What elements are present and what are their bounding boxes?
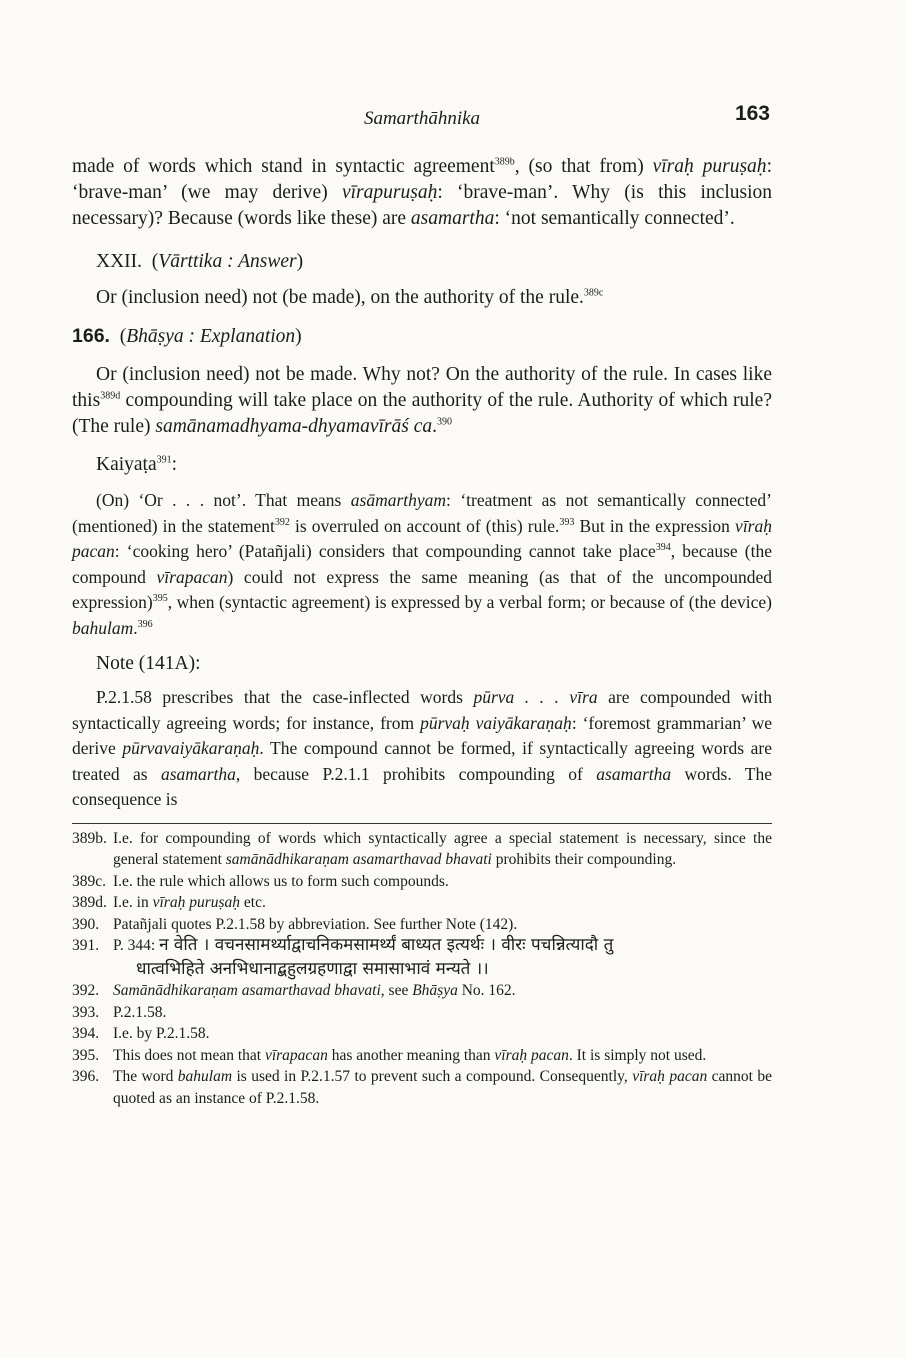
paragraph-2: Or (inclusion need) not be made. Why not? On the authority of the rule. In cases like this$^{389d}$ compounding will take place on the authority of the rule. Authority of which rule? (The rule) samānamadhyama-dhyamavīrāś ca.$^{390}$ [72,364,772,437]
footnote-389c: 389c. I.e. the rule which allows us to form such compounds. [72,872,449,890]
kaiyata-heading: Kaiyaṭa$^{391}$: [96,454,178,475]
footnote-392: 392. Samānādhikaraṇam asamarthavad bhavati, see Bhāṣya No. 162. [72,982,516,999]
running-title: Samarthāhnika [363,108,481,129]
paragraph-1: made of words which stand in syntactic agreement$^{389b}$, (so that from) vīraḥ puruṣaḥ: ‘brave-man’ (we may derive) vīrapuruṣaḥ: ‘brave-man’. Why (is this inclusion necessary)? Because (words like these) are asamartha: ‘not semantically connected’. [72,156,773,229]
page [72,100,772,1109]
devanagari-quote-continued: धात्वभिहिते अनभिधानाद्बहुलग्रहणाद्वा समासाभावं मन्यते ।। [136,958,489,979]
bhasya-heading: 166. (Bhāṣya : Explanation) [72,325,302,347]
vartika-heading: XXII. (Vārttika : Answer) [96,251,304,272]
footnote-394: 394. I.e. by P.2.1.58. [72,1025,210,1042]
footnote-389d: 389d. I.e. in vīraḥ puruṣaḥ etc. [72,894,266,911]
paragraph-4: P.2.1.58 prescribes that the case-inflected words pūrva . . . vīra are compounded with syntactically agreeing words; for instance, from pūrvaḥ vaiyākaraṇaḥ: ‘foremost grammarian’ we derive pūrvavaiyākaraṇaḥ. The compound cannot be formed, if syntactically agreeing words are treated as asamartha, because P.2.1.1 prohibits compounding of asamartha words. The consequence is [72,687,772,809]
footnote-389b: 389b. I.e. for compounding of words which syntactically agree a special statement is necessary, since the general statement samānādhikaraṇam asamarthavad bhavati prohibits their compounding. [72,829,772,868]
paragraph-3: (On) ‘Or . . . not’. That means asāmarthyam: ‘treatment as not semantically connected’ (mentioned) in the statement$^{392}$ is overruled on account of (this) rule.$^{393}$ But in the expression vīraḥ pacan: ‘cooking hero’ (Patañjali) considers that compounding cannot take place$^{394}$, because (the compound vīrapacan) could not express the same meaning (as that of the uncompounded expression)$^{395}$, when (syntactic agreement) is expressed by a verbal form; or because of (the device) bahulam.$^{396}$ [72,490,772,638]
devanagari-quote: न वेति । वचनसामर्थ्याद्वाचनिकमसामर्थ्यं बाध्यत इत्यर्थः । वीरः पचन्नित्यादौ तु [159,935,614,955]
footnote-390: 390. Patañjali quotes P.2.1.58 by abbreviation. See further Note (142). [72,915,518,933]
section-number: 166. [72,325,110,347]
note-heading: Note (141A): [96,653,201,674]
page-number: 163 [734,102,770,125]
vartika-text: Or (inclusion need) not (be made), on the authority of the rule.$^{389c}$ [96,287,604,308]
page-header [72,100,772,134]
footnote-395: 395. This does not mean that vīrapacan has another meaning than vīraḥ pacan. It is simply not used. [72,1046,707,1064]
footnotes [72,828,772,1110]
footnote-393: 393. P.2.1.58. [72,1003,167,1021]
footnote-396: 396. The word bahulam is used in P.2.1.57 to prevent such a compound. Consequently, vīraḥ pacan cannot be quoted as an instance of P.2.1.58. [72,1068,772,1107]
footnote-divider [72,823,772,824]
footnote-391: 391. P. 344: न वेति । वचनसामर्थ्याद्वाचनिकमसामर्थ्यं बाध्यत इत्यर्थः । वीरः पचन्नित्यादौ तु धात्वभिहिते अनभिधानाद्बहुलग्रहणाद्वा समासाभावं मन्यते ।। [72,935,772,980]
